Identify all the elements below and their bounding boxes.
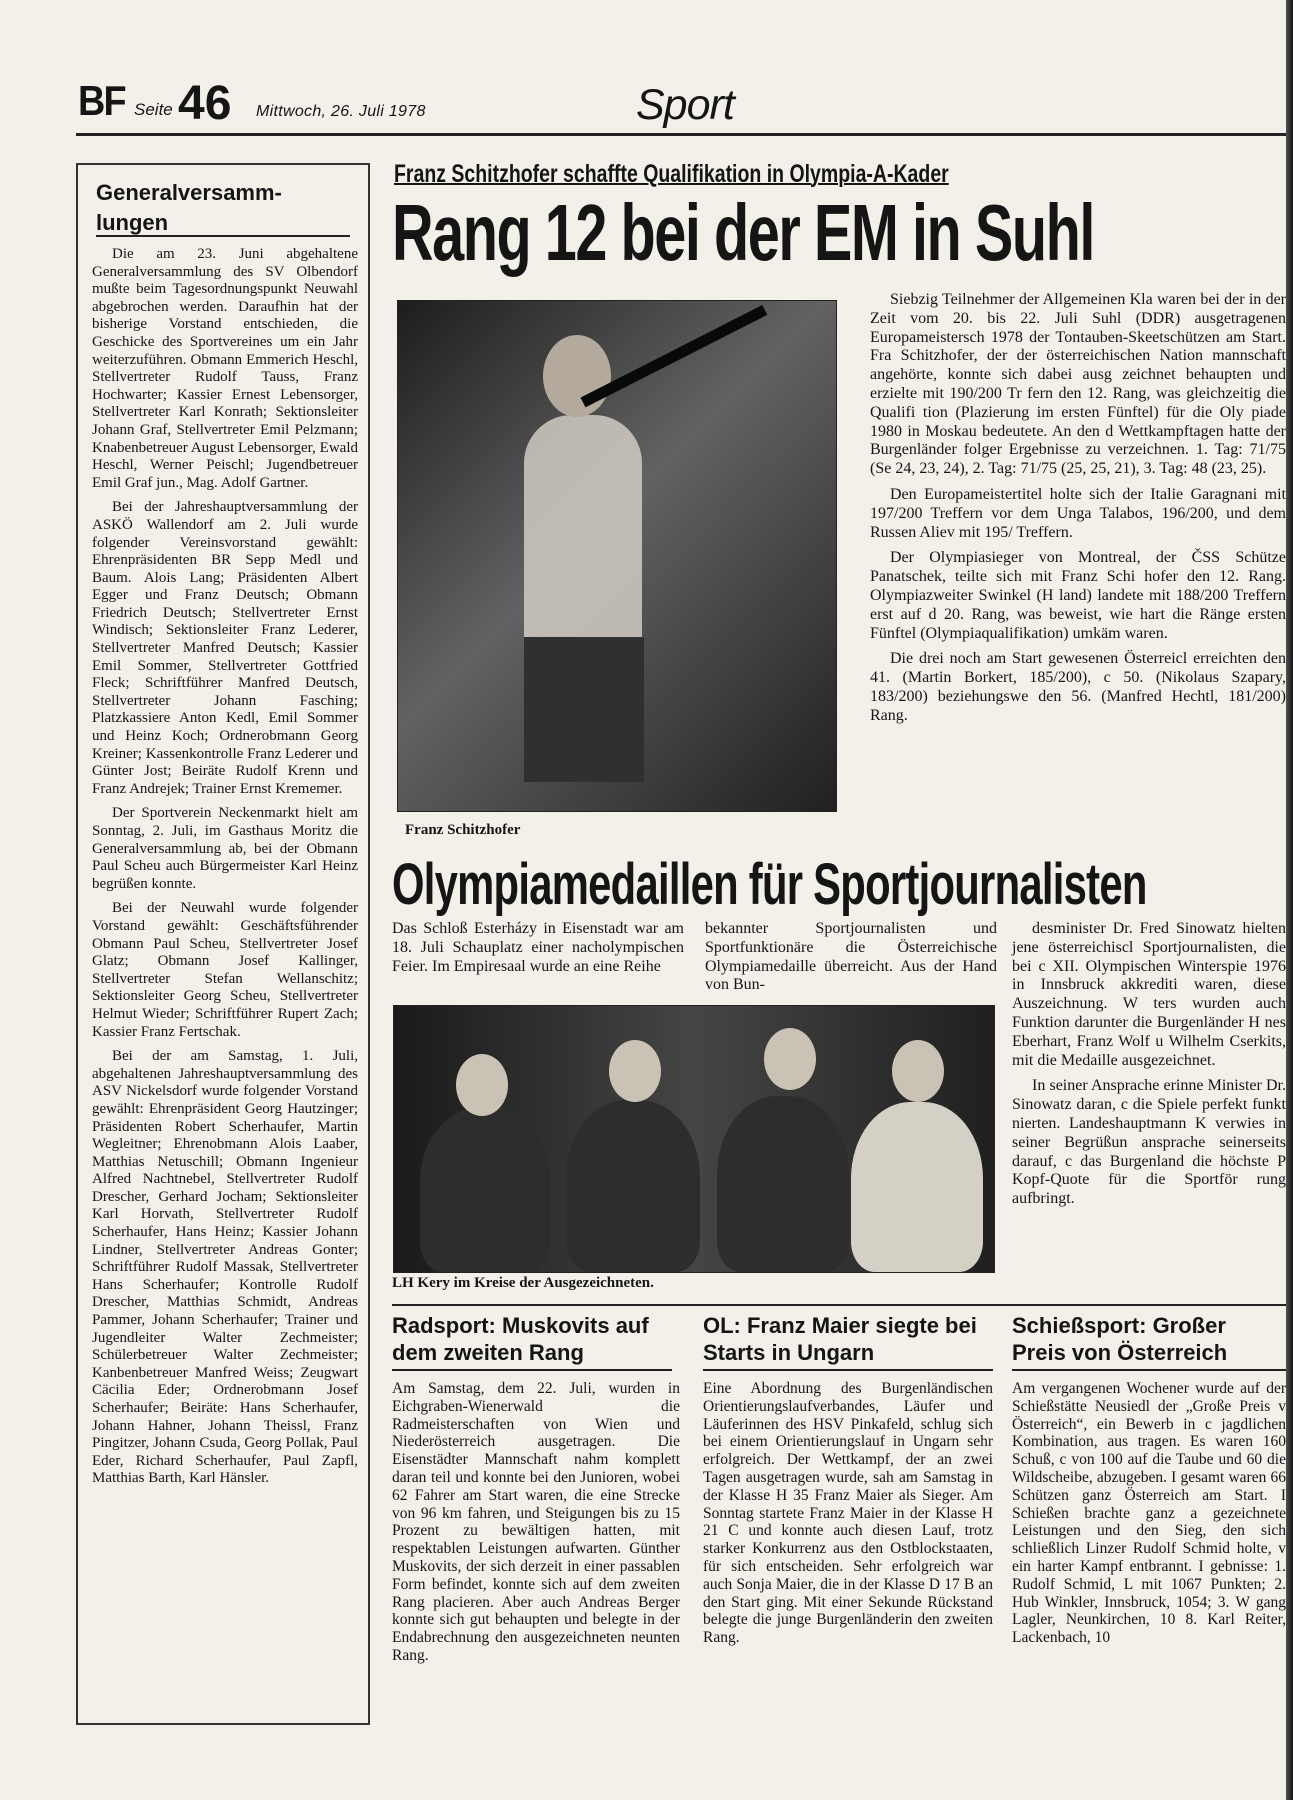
honoree-figure [420,1108,550,1272]
main-article-body [870,291,1286,843]
olympic-medals-headline: Olympiamedaillen für Sportjournalisten [392,852,1147,917]
franz-schitzhofer-photo [397,300,837,812]
main-article-paragraph: Der Olympiasieger von Montreal, der ČSS Schütze Panatschek, teilte sich mit Franz Schi hofer den 12. Rang. Olympiazweiter Swinkel (H land) landete mit 188/200 Treffern erst auf d 20. Rang, was beweist, wie hart die Ränge ersten Fünftel (Olympiaqualifikation) umkäm waren. [870,549,1286,642]
lower-section-rule [392,1304,1286,1306]
shooter-body [524,415,642,665]
page-number: 46 [178,77,232,130]
honoree-figure [851,1102,983,1272]
award-ceremony-photo [393,1005,995,1273]
page-label: Seite [134,100,173,119]
main-article-kicker: Franz Schitzhofer schaffte Qualifikation in Olympia-A-Kader [394,160,949,188]
shotgun [581,305,768,407]
honoree-face [609,1040,661,1102]
olympic-medals-paragraph: In seiner Ansprache erinne Minister Dr. Sinowatz daran, c die Spiele perfekt funkt nierten. Landeshauptmann K verwies in seiner Begrüßun ansprache seinerseits darauf, c das Burgenland die höchste P Kopf-Quote für die Sportför rung aufbringt. [1012,1077,1286,1208]
honoree-figure [566,1100,700,1272]
cycling-headline: Radsport: Muskovits auf dem zweiten Rang [392,1313,649,1365]
general-meetings-title-rule [96,235,350,237]
general-meetings-paragraph: Der Sportverein Neckenmarkt hielt am Sonntag, 2. Juli, im Gasthaus Moritz die Generalversammlung ab, bei der Obmann Paul Scheu auch Bürgermeister Karl Heinz begrüßen konnte. [92,805,358,892]
general-meetings-paragraph: Bei der am Samstag, 1. Juli, abgehaltenen Jahreshauptversammlung des ASV Nickelsdorf wurde folgender Vorstand gewählt: Ehrenpräsident Georg Hautzinger; Präsidenten Robert Scherhaufer, Martin Wegleitner; Ehrenobmann Alois Laaber, Matthias Netuschill; Obmann Ingenieur Alfred Nachtnebel, Stellvertreter Rudolf Drescher, Gerhard Jocham; Sektionsleiter Karl Horvath, Stellvertreter Rudolf Scherhaufer, Hans Heinz; Kassier Johann Lindner, Stellvertreter Andreas Gonter; Schriftführer Rudolf Massak, Stellvertreter Hans Scherhaufer; Kontrolle Rudolf Drescher, Matthias Schmidt, Andreas Pammer, Johann Scherhaufer; Trainer und Jugendleiter Walter Zechmeister; Schülerbetreuer Walter Zechmeister; Kanbenbetreuer Manfred Weiss; Zeugwart Cäcilia Eder; Ordnerobmann Josef Scherhaufer; Beiräte: Hans Scherhaufer, Johann Hahner, Johann Theissl, Franz Pingitzer, Johann Csuda, Georg Pollak, Paul Eder, Richard Scherhaufer, Paul Zapfl, Matthias Barth, Karl Hänsler. [92,1048,358,1487]
general-meetings-paragraph: Bei der Neuwahl wurde folgender Vorstand gewählt: Geschäftsführender Obmann Paul Scheu, Stellvertreter Josef Glatz; Obmann Josef Kallinger, Stellvertreter Stefan Wellanschitz; Sektionsleiter Georg Scheu, Stellvertreter Helmut Wieder; Schriftführer Rupert Zach; Kassier Franz Fertschak. [92,900,358,1040]
main-article-paragraph: Die drei noch am Start gewesenen Österreicl erreichten den 41. (Martin Borkert, 185/200), c 50. (Nikolaus Szapary, 183/200) beziehungswe den 56. (Manfred Hechtl, 181/200) Rang. [870,650,1286,724]
olympic-medals-column-1: Das Schloß Esterházy in Eisenstadt war am 18. Juli Schauplatz einer nacholympischen Feier. Im Empiresaal wurde an eine Reihe [392,920,684,975]
shooter-legs [524,637,644,782]
orienteering-article: Eine Abordnung des Burgenländischen Orientierungslaufverbandes, Läufer und Läuferinnen des HSV Pinkafeld, schlug sich bei einem Orientierungslauf in Ungarn sehr erfolgreich. Der Wettkampf, der an zwei Tagen ausgetragen wurde, sah am Samstag in der Klasse H 35 Franz Maier als Sieger. Am Sonntag startete Franz Maier in der Klasse H 21 C und konnte auch diesen Lauf, trotz starker Konkurrenz aus den Ostblockstaaten, für sich entscheiden. Sehr erfolgreich war auch Sonja Maier, die in der Klasse D 17 B an den Start ging. Mit einer Sekunde Rückstand belegte die junge Burgenländerin den zweiten Rang. [703,1380,993,1647]
shooter-head [543,335,611,417]
honoree-figure [717,1096,849,1272]
olympic-medals-column-3 [1012,920,1286,1292]
issue-date: Mittwoch, 26. Juli 1978 [256,103,426,120]
honoree-face [456,1054,508,1116]
general-meetings-paragraph: Die am 23. Juni abgehaltene Generalversammlung des SV Olbendorf mußte beim Tagesordnungspunkt Neuwahl abgebrochen werden. Daraufhin hat der bisherige Vorstand entschieden, die Geschicke des Sportvereines um ein Jahr weiterzuführen. Obmann Emmerich Heschl, Stellvertreter Rudolf Tauss, Franz Hochwarter; Kassier Ernest Lebensorger, Stellvertreter Karl Konrath; Sektionsleiter Johann Graf, Stellvertreter Emil Pelzmann; Knabenbetreuer August Lebensorger, Ewald Heschl, Werner Peischl; Jugendbetreuer Emil Graf jun., Mag. Adolf Gartner. [92,246,358,491]
olympic-medals-paragraph: desminister Dr. Fred Sinowatz hielten jene österreichiscl Sportjournalisten, die bei c XII. Olympischen Winterspie 1976 in Innsbruck akkrediti waren, diese Auszeichnung. W ters wurden auch Funktion darunter die Burgenländer H nes Eberhart, Franz Wolf u Wilhelm Cserkits, mit die Medaille ausgezeichnet. [1012,920,1286,1069]
general-meetings-title: Generalversamm-lungen [96,180,282,235]
shooting-headline-rule [1012,1369,1286,1371]
page-edge-shadow [1286,0,1293,1800]
section-title: Sport [636,81,734,129]
main-article-paragraph: Siebzig Teilnehmer der Allgemeinen Kla waren bei der in der Zeit vom 20. bis 22. Juli Suhl (DDR) ausgetragenen Europameistersch 1978 der Tontauben-Skeetschützen am Start. Fra Schitzhofer, der der österreichischen Nation mannschaft angehörte, konnte sich dabei ausg zeichnet behaupten und erzielte mit 190/200 Tr fern den 12. Rang, was gleichzeitig die Qualifi tion (Plazierung im ersten Fünftel) für die Oly piade 1980 in Moskau bedeutete. An den d Wettkampftagen hatte der Burgenländer folger Ergebnisse zu verzeichnen. 1. Tag: 71/75 (Se 24, 23, 24), 2. Tag: 71/75 (25, 25, 21), 3. Tag: 48 (23, 25). [870,291,1286,478]
award-photo-caption: LH Kery im Kreise der Ausgezeichneten. [392,1275,654,1291]
cycling-headline-rule [392,1369,672,1371]
main-photo-caption: Franz Schitzhofer [405,822,521,838]
masthead-rule [76,133,1286,136]
shooting-article: Am vergangenen Wochener wurde auf der Schießstätte Neusiedl der „Große Preis v Österreich“, ein Bewerb in c jagdlichen Kombination, aus tragen. Es waren 160 Schuß, c von 100 auf die Taube und 60 die Wildscheibe, abzugeben. I gesamt waren 66 Schützen ganz Österreich am Start. I Schießen brachte ganz a gezeichnete Leistungen und den Sieg, den sich schließlich Linzer Rudolf Schmid holte, v ein harter Kampf entbrannt. I gebnisse: 1. Rudolf Schmid, L mit 1067 Punkten; 2. Hub Winkler, Innsbruck, 1054; 3. W gang Lagler, Neunkirchen, 10 8. Karl Reiter, Lackenbach, 10 [1012,1380,1286,1647]
orienteering-headline-rule [703,1369,993,1371]
cycling-article: Am Samstag, dem 22. Juli, wurden in Eichgraben-Wienerwald die Radmeisterschaften von Wien und Niederösterreich ausgetragen. Die Eisenstädter Mannschaft nahm komplett daran teil und konnte bei den Junioren, wobei 62 Fahrer am Start waren, die eine Strecke von 96 km fahren, und Steigungen bis zu 15 Prozent zu bewältigen hatten, mit respektablen Leistungen aufwarten. Günther Muskovits, der sich derzeit in einer passablen Form befindet, konnte sich auf dem zweiten Rang placieren. Aber auch Andreas Berger konnte sich gut behaupten und belegte in der Endabrechnung den ausgezeichneten neunten Rang. [392,1380,680,1664]
general-meetings-body [92,246,358,1716]
orienteering-headline: OL: Franz Maier siegte bei Starts in Ungarn [703,1313,977,1365]
main-article-paragraph: Den Europameistertitel holte sich der Italie Garagnani mit 197/200 Treffern vor dem Unga Talabos, 196/200, und dem Russen Aliev mit 195/ Treffern. [870,485,1286,541]
shooting-headline: Schießsport: Großer Preis von Österreich [1012,1313,1228,1365]
olympic-medals-column-2: bekannter Sportjournalisten und Sportfunktionäre die Österreichische Olympiamedaille überreicht. Aus der Hand von Bun- [705,920,997,994]
general-meetings-paragraph: Bei der Jahreshauptversammlung der ASKÖ Wallendorf am 2. Juli wurde folgender Vereinsvorstand gewählt: Ehrenpräsidenten BR Sepp Medl und Baum. Alois Lang; Präsidenten Albert Egger und Franz Deutsch; Obmann Friedrich Deutsch; Stellvertreter Ernst Windisch; Sektionsleiter Franz Lederer, Stellvertreter Manfred Deutsch; Kassier Emil Sommer, Stellvertreter Gottfried Fleck; Schriftführer Manfred Deutsch, Stellvertreter Johann Fasching; Platzkassiere Anton Kedl, Emil Sommer und Heinz Koch; Ordnerobmann Georg Kreiner; Kassenkontrolle Franz Lederer und Günter Jost; Beiräte Rudolf Krenn und Franz Andrejek; Trainer Ernst Krememer. [92,499,358,797]
honoree-face [892,1040,944,1102]
honoree-face [764,1028,816,1090]
newspaper-brand: BF [78,77,125,124]
main-article-headline: Rang 12 bei der EM in Suhl [392,188,1094,277]
